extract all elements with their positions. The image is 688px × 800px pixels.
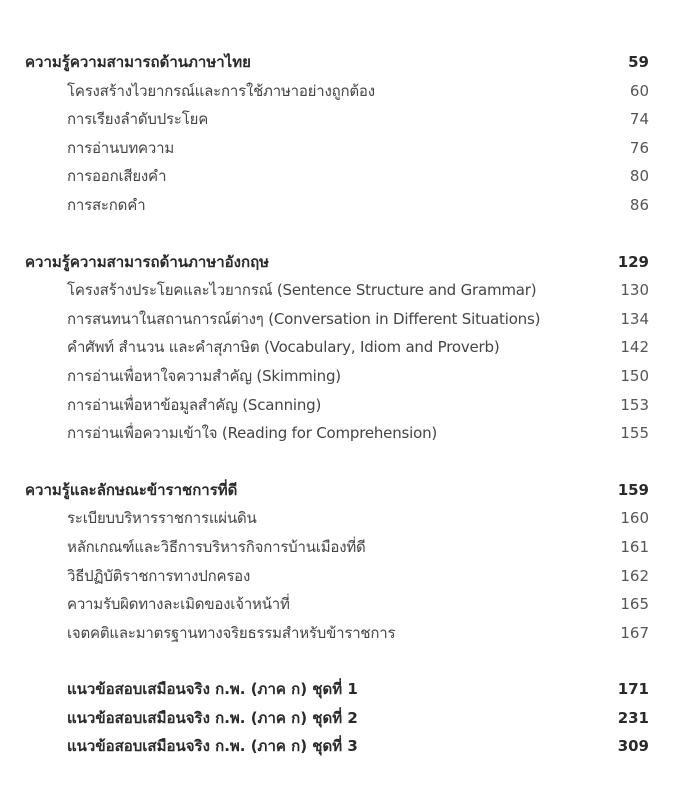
page-number: 142 <box>620 338 649 357</box>
page-number: 60 <box>629 81 649 100</box>
page-number: 129 <box>617 252 649 271</box>
toc-entry[interactable] <box>25 391 649 420</box>
toc-section-civil-servant <box>25 476 649 648</box>
entry-title: โครงสร้างประโยคและไวยากรณ์ (Sentence Structure and Grammar) <box>67 281 537 300</box>
section-title: ความรู้ความสามารถด้านภาษาไทย <box>25 53 251 71</box>
entry-title: การออกเสียงคำ <box>67 167 167 186</box>
toc-section-thai <box>25 48 649 220</box>
page-number: 160 <box>620 509 649 528</box>
toc-section-english <box>25 248 649 448</box>
entry-title: ความรับผิดทางละเมิดของเจ้าหน้าที่ <box>67 595 290 614</box>
page-number: 162 <box>620 566 649 585</box>
toc-section-header[interactable] <box>25 248 649 277</box>
entry-title: การอ่านบทความ <box>67 138 175 157</box>
entry-title: คำศัพท์ สำนวน และคำสุภาษิต (Vocabulary, Idiom and Proverb) <box>67 338 500 357</box>
toc-entry[interactable] <box>25 533 649 562</box>
toc-entry[interactable] <box>25 191 649 220</box>
toc-entry[interactable] <box>25 305 649 334</box>
toc-exam-entry[interactable] <box>25 732 649 761</box>
toc-entry[interactable] <box>25 134 649 163</box>
page-number: 155 <box>620 424 649 443</box>
page-number: 309 <box>617 737 649 756</box>
toc-entry[interactable] <box>25 77 649 106</box>
page-number: 161 <box>620 537 649 556</box>
entry-title: การเรียงลำดับประโยค <box>67 110 209 129</box>
toc-entry[interactable] <box>25 590 649 619</box>
page-number: 80 <box>629 167 649 186</box>
entry-title: แนวข้อสอบเสมือนจริง ก.พ. (ภาค ก) ชุดที่ 1 <box>67 680 358 699</box>
entry-title: การอ่านเพื่อความเข้าใจ (Reading for Comprehension) <box>67 424 438 443</box>
page-number: 76 <box>629 138 649 157</box>
page-number: 74 <box>629 110 649 129</box>
toc-entry[interactable] <box>25 362 649 391</box>
page-number: 231 <box>617 708 649 727</box>
page-number: 150 <box>620 366 649 385</box>
toc-section-header[interactable] <box>25 476 649 505</box>
toc-section-practice-exams <box>25 675 649 761</box>
entry-title: แนวข้อสอบเสมือนจริง ก.พ. (ภาค ก) ชุดที่ 2 <box>67 708 358 727</box>
entry-title: การอ่านเพื่อหาใจความสำคัญ (Skimming) <box>67 366 341 385</box>
entry-title: วิธีปฏิบัติราชการทางปกครอง <box>67 566 251 585</box>
page-number: 159 <box>617 480 649 499</box>
toc-section-header[interactable] <box>25 48 649 77</box>
toc-entry[interactable] <box>25 619 649 648</box>
toc-entry[interactable] <box>25 162 649 191</box>
page-number: 134 <box>620 309 649 328</box>
toc-entry[interactable] <box>25 276 649 305</box>
entry-title: โครงสร้างไวยากรณ์และการใช้ภาษาอย่างถูกต้อง <box>67 81 375 100</box>
section-title: ความรู้ความสามารถด้านภาษาอังกฤษ <box>25 252 270 271</box>
entry-title: การสนทนาในสถานการณ์ต่างๆ (Conversation in Different Situations) <box>67 309 541 328</box>
page-number: 165 <box>620 595 649 614</box>
entry-title: การสะกดคำ <box>67 195 146 214</box>
entry-title: ระเบียบบริหารราชการแผ่นดิน <box>67 509 257 528</box>
page-number: 167 <box>620 623 649 642</box>
toc-entry[interactable] <box>25 562 649 591</box>
page-number: 171 <box>617 680 649 699</box>
toc-entry[interactable] <box>25 333 649 362</box>
toc-exam-entry[interactable] <box>25 675 649 704</box>
toc-entry[interactable] <box>25 504 649 533</box>
entry-title: หลักเกณฑ์และวิธีการบริหารกิจการบ้านเมืองที่ดี <box>67 537 366 556</box>
entry-title: การอ่านเพื่อหาข้อมูลสำคัญ (Scanning) <box>67 395 322 414</box>
entry-title: เจตคติและมาตรฐานทางจริยธรรมสำหรับข้าราชการ <box>67 623 396 642</box>
page-number: 130 <box>620 281 649 300</box>
section-title: ความรู้และลักษณะข้าราชการที่ดี <box>25 480 238 499</box>
toc-entry[interactable] <box>25 419 649 448</box>
entry-title: แนวข้อสอบเสมือนจริง ก.พ. (ภาค ก) ชุดที่ 3 <box>67 737 358 756</box>
page-number: 86 <box>629 195 649 214</box>
toc-entry[interactable] <box>25 105 649 134</box>
table-of-contents <box>25 48 649 789</box>
page-number: 59 <box>628 53 649 71</box>
page-number: 153 <box>620 395 649 414</box>
toc-exam-entry[interactable] <box>25 704 649 733</box>
